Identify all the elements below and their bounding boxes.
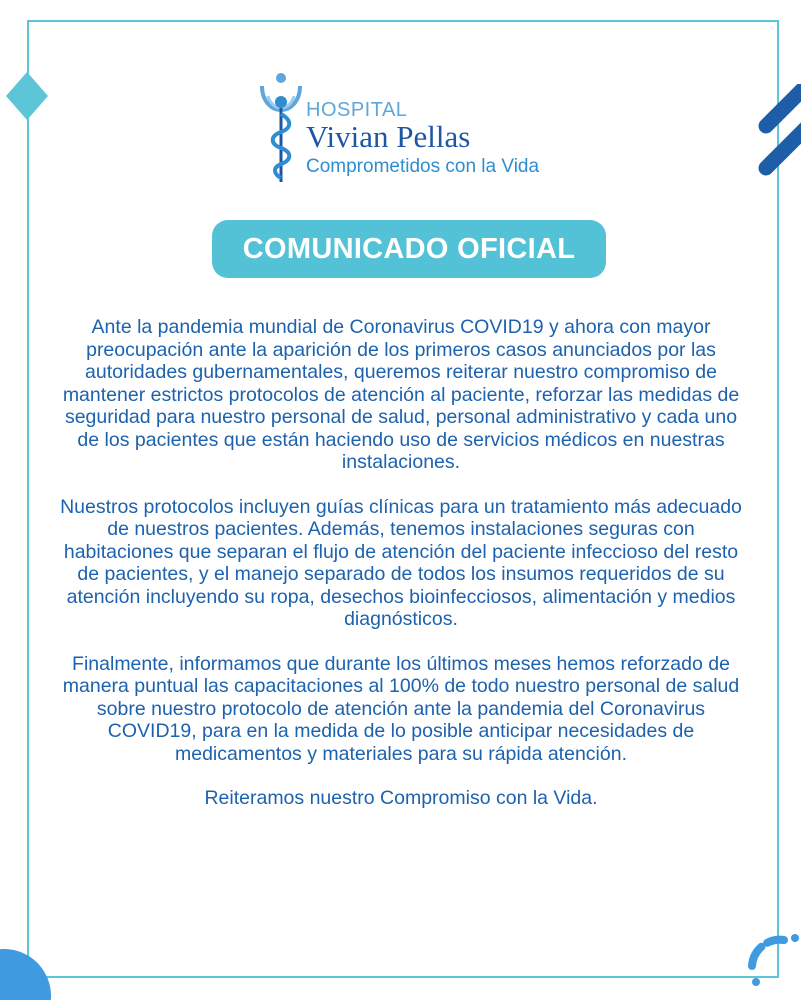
- stripes-decoration: [756, 84, 801, 184]
- paragraph-3: Finalmente, informamos que durante los últimos meses hemos reforzado de manera puntual las capacitaciones al 100% de todo nuestro personal de salud sobre nuestro protocolo de atención ante la pandemia del Coronavirus COVID19, para en la medida de lo posible anticipar necesidades de medicamentos y materiales para su rápida atención.: [62, 652, 740, 765]
- closing-line: Reiteramos nuestro Compromiso con la Vida.: [204, 787, 598, 809]
- logo-slogan: Comprometidos con la Vida: [306, 156, 540, 177]
- announcement-body: [60, 316, 742, 832]
- logo-text: [306, 100, 539, 178]
- logo-hospital-label: HOSPITAL: [306, 99, 408, 121]
- diamond-decoration: [4, 70, 50, 122]
- announcement-banner: [212, 220, 606, 278]
- logo-hospital-name: Vivian Pellas: [306, 119, 471, 154]
- caduceus-icon: [258, 72, 304, 184]
- paragraph-2: Nuestros protocolos incluyen guías clínicas para un tratamiento más adecuado de nuestros pacientes. Además, tenemos instalaciones seguras con habitaciones que separan el flujo de atención del paciente infeccioso del resto de pacientes, y el manejo separado de todos los insumos requeridos de su atención incluyendo su ropa, desechos bioinfecciosos, alimentación y medios diagnósticos.: [60, 495, 742, 630]
- banner-title: COMUNICADO OFICIAL: [242, 232, 576, 265]
- arc-decoration: [740, 926, 801, 1000]
- circle-decoration: [0, 936, 54, 1000]
- paragraph-1: Ante la pandemia mundial de Coronavirus COVID19 y ahora con mayor preocupación ante la aparición de los primeros casos anunciados por las autoridades gubernamentales, queremos reiterar nuestro compromiso de mantener estrictos protocolos de atención al paciente, reforzar las medidas de seguridad para nuestro personal de salud, personal administrativo y cada uno de los pacientes que están haciendo uso de servicios médicos en nuestras instalaciones.: [62, 316, 740, 473]
- hospital-logo: [258, 72, 568, 184]
